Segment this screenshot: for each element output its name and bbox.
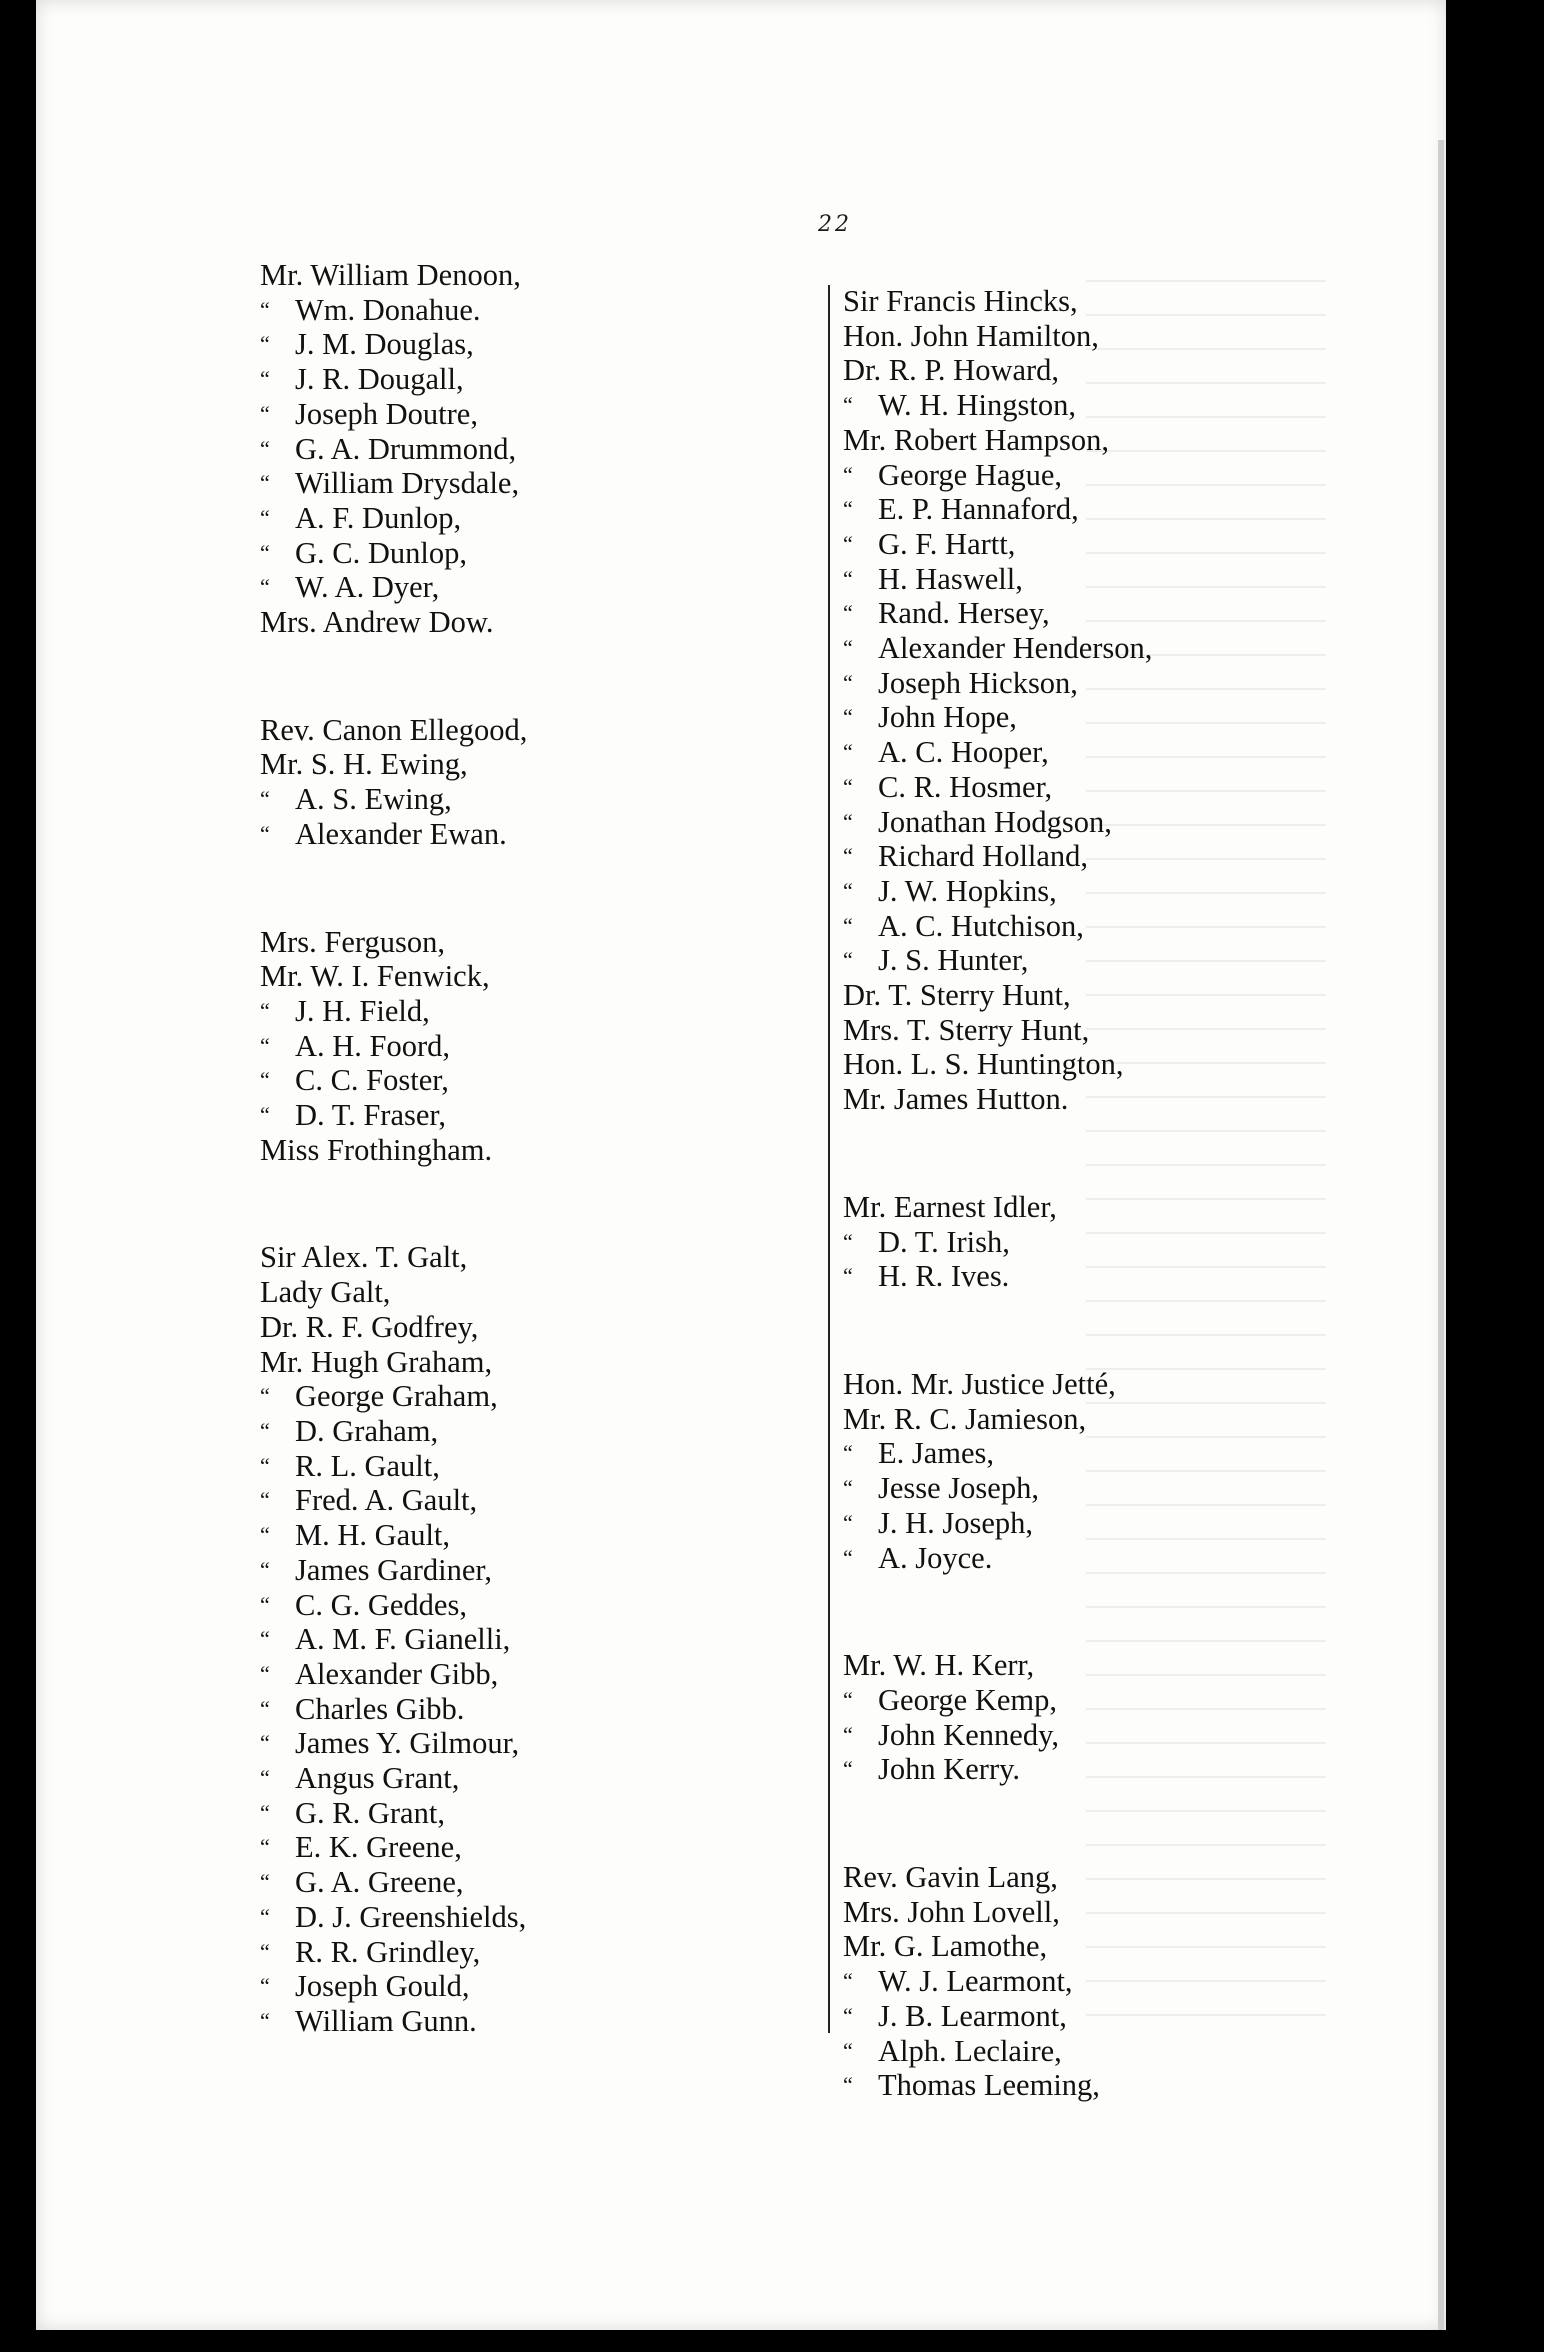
name-entry: Mr. W. I. Fenwick, [260,959,490,994]
page-number: 22 [818,212,852,237]
name-entry: “ George Kemp, [843,1683,1363,1718]
name-entry: “ William Gunn. [260,2004,780,2039]
name-entry: Mrs. Ferguson, [260,924,445,959]
name-entry: Sir Francis Hincks, [843,284,1078,318]
name-group [260,258,780,640]
name-entry: “ Jesse Joseph, [843,1471,1363,1506]
name-entry: “ Jonathan Hodgson, [843,805,1363,840]
name-entry: Dr. R. P. Howard, [843,353,1060,388]
name-entry: “ George Graham, [260,1379,780,1414]
column-divider [828,285,830,2033]
name-entry: “ Joseph Doutre, [260,397,780,432]
name-group [843,284,1363,1117]
name-entry: Sir Alex. T. Galt, [260,1240,468,1275]
name-entry: “ W. A. Dyer, [260,570,780,605]
name-group [843,1190,1363,1294]
name-group [260,713,780,852]
name-entry: “ G. F. Hartt, [843,527,1363,562]
name-entry: “ D. T. Fraser, [260,1098,780,1133]
name-entry: “ Richard Holland, [843,839,1363,874]
name-entry: “ E. P. Hannaford, [843,492,1363,527]
right-name-column [843,284,1363,2176]
name-entry: Hon. L. S. Huntington, [843,1047,1124,1082]
name-entry: “ H. R. Ives. [843,1259,1363,1294]
name-entry: “ C. C. Foster, [260,1063,780,1098]
name-group [843,1367,1363,1575]
name-entry: “ Joseph Hickson, [843,666,1363,701]
name-entry: “ Alph. Leclaire, [843,2034,1363,2069]
name-entry: “ J. S. Hunter, [843,943,1363,978]
name-entry: “ J. H. Joseph, [843,1506,1363,1541]
name-entry: “ J. M. Douglas, [260,327,780,362]
name-entry: “ Charles Gibb. [260,1692,780,1727]
name-entry: Miss Frothingham. [260,1132,493,1167]
name-entry: “ Wm. Donahue. [260,293,780,328]
name-entry: “ James Y. Gilmour, [260,1726,780,1761]
name-entry: “ Fred. A. Gault, [260,1483,780,1518]
name-entry: “ A. C. Hutchison, [843,909,1363,944]
name-entry: “ James Gardiner, [260,1553,780,1588]
name-entry: Mr. James Hutton. [843,1082,1069,1117]
name-entry: Mr. Earnest Idler, [843,1189,1057,1224]
name-entry: Mr. G. Lamothe, [843,1929,1048,1964]
name-entry: “ R. R. Grindley, [260,1935,780,1970]
name-entry: “ A. C. Hooper, [843,735,1363,770]
name-entry: “ John Kennedy, [843,1718,1363,1753]
name-entry: “ C. G. Geddes, [260,1588,780,1623]
name-entry: Mr. S. H. Ewing, [260,747,468,782]
name-entry: Dr. R. F. Godfrey, [260,1309,479,1344]
name-entry: “ D. Graham, [260,1414,780,1449]
name-entry: “ G. A. Greene, [260,1865,780,1900]
name-entry: “ Alexander Ewan. [260,817,780,852]
name-entry: Hon. John Hamilton, [843,318,1099,353]
name-entry: “ A. H. Foord, [260,1029,780,1064]
name-entry: “ G. C. Dunlop, [260,536,780,571]
name-entry: Dr. T. Sterry Hunt, [843,978,1071,1013]
name-entry: “ John Hope, [843,700,1363,735]
name-entry: Mrs. T. Sterry Hunt, [843,1012,1090,1047]
name-entry: “ H. Haswell, [843,562,1363,597]
name-group [843,1860,1363,2103]
name-entry: “ George Hague, [843,458,1363,493]
name-entry: “ Angus Grant, [260,1761,780,1796]
name-group [260,925,780,1168]
name-entry: “ A. M. F. Gianelli, [260,1622,780,1657]
name-entry: “ J. R. Dougall, [260,362,780,397]
name-entry: Mr. Robert Hampson, [843,422,1110,457]
name-entry: “ D. J. Greenshields, [260,1900,780,1935]
name-entry: “ W. J. Learmont, [843,1964,1363,1999]
name-entry: “ John Kerry. [843,1752,1363,1787]
name-entry: “ Alexander Gibb, [260,1657,780,1692]
name-entry: Rev. Canon Ellegood, [260,712,528,747]
name-entry: “ C. R. Hosmer, [843,770,1363,805]
name-entry: “ G. R. Grant, [260,1796,780,1831]
name-entry: “ A. F. Dunlop, [260,501,780,536]
name-entry: “ William Drysdale, [260,466,780,501]
name-entry: “ J. B. Learmont, [843,1999,1363,2034]
page-edge [1438,140,1444,2330]
name-entry: “ A. Joyce. [843,1541,1363,1576]
name-entry: “ A. S. Ewing, [260,782,780,817]
name-entry: “ E. James, [843,1436,1363,1471]
name-entry: “ J. H. Field, [260,994,780,1029]
name-entry: Mrs. Andrew Dow. [260,605,494,640]
name-entry: “ Rand. Hersey, [843,596,1363,631]
name-entry: “ Alexander Henderson, [843,631,1363,666]
name-entry: “ M. H. Gault, [260,1518,780,1553]
name-group [843,1648,1363,1787]
name-entry: “ R. L. Gault, [260,1449,780,1484]
name-entry: Rev. Gavin Lang, [843,1860,1058,1895]
name-entry: Mr. R. C. Jamieson, [843,1401,1087,1436]
name-entry: “ G. A. Drummond, [260,432,780,467]
name-entry: Mr. W. H. Kerr, [843,1648,1035,1683]
name-entry: Mrs. John Lovell, [843,1894,1060,1929]
name-group [260,1240,780,2038]
left-name-column [260,258,780,2112]
name-entry: Mr. William Denoon, [260,258,521,292]
name-entry: Mr. Hugh Graham, [260,1344,493,1379]
name-entry: “ Joseph Gould, [260,1969,780,2004]
name-entry: “ D. T. Irish, [843,1225,1363,1260]
name-entry: “ W. H. Hingston, [843,388,1363,423]
name-entry: “ Thomas Leeming, [843,2068,1363,2103]
name-entry: “ E. K. Greene, [260,1830,780,1865]
name-entry: “ J. W. Hopkins, [843,874,1363,909]
name-entry: Hon. Mr. Justice Jetté, [843,1366,1116,1401]
name-entry: Lady Galt, [260,1275,391,1310]
